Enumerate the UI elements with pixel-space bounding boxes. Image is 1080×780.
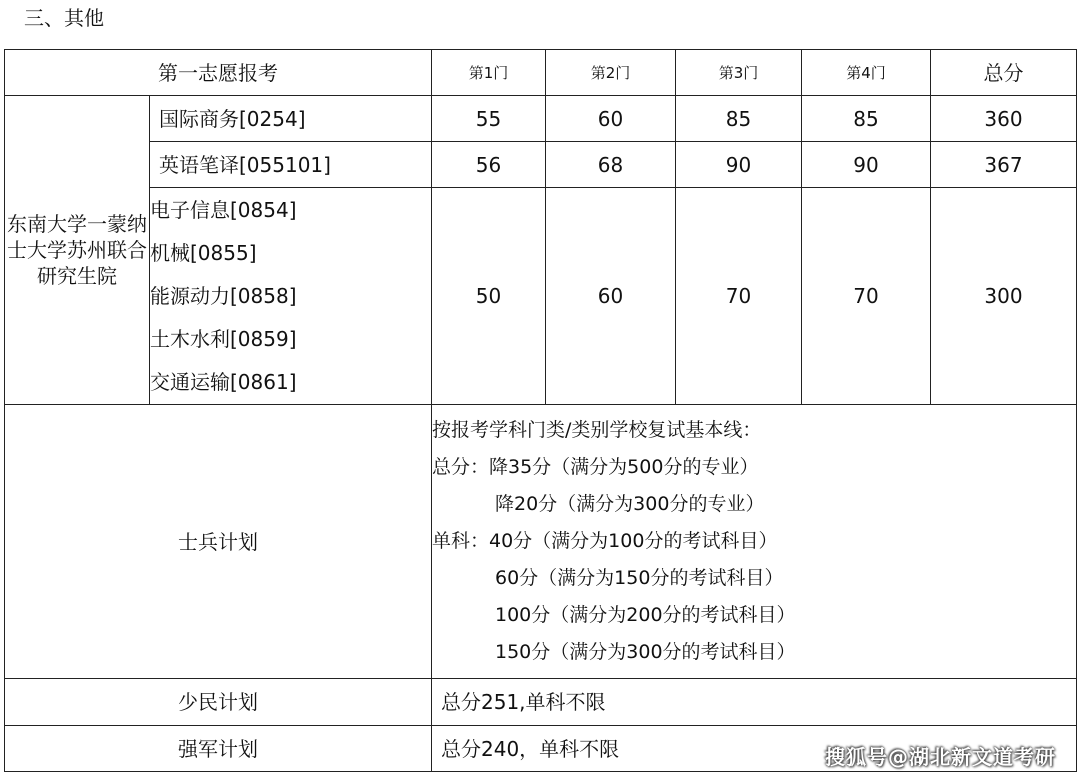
header-subject-3: 第3门 (676, 50, 802, 96)
score-subject-3: 70 (676, 188, 802, 405)
minority-plan-text: 总分251,单科不限 (432, 679, 1077, 726)
score-subject-3: 90 (676, 142, 802, 188)
header-subject-1: 第1门 (432, 50, 546, 96)
rule-line: 总分：降35分（满分为500分的专业） (432, 456, 759, 478)
rule-line: 60分（满分为150分的考试科目） (495, 567, 784, 589)
soldier-plan-rules (432, 405, 1077, 679)
rule-line: 150分（满分为300分的考试科目） (495, 641, 796, 663)
table-header-row (5, 50, 1077, 96)
soldier-plan-row (5, 405, 1077, 679)
score-subject-4: 70 (802, 188, 931, 405)
major-name: 能源动力[0858] (150, 283, 297, 308)
table-row-group (5, 188, 1077, 405)
header-total: 总分 (931, 50, 1077, 96)
rule-line: 100分（满分为200分的考试科目） (495, 604, 796, 626)
section-heading: 三、其他 (24, 6, 104, 30)
army-plan-text: 总分240，单科不限 (432, 726, 1077, 772)
major-name: 电子信息[0854] (150, 197, 297, 222)
header-subject-4: 第4门 (802, 50, 931, 96)
major-name: 机械[0855] (150, 240, 257, 265)
table-row (5, 142, 1077, 188)
score-table (4, 49, 1077, 772)
major-name: 交通运输[0861] (150, 369, 297, 394)
major-name: 土木水利[0859] (150, 326, 297, 351)
minority-plan-row (5, 679, 1077, 726)
watermark: 搜狐号@湖北新文道考研 (825, 745, 1056, 769)
score-total: 360 (931, 96, 1077, 142)
score-total: 300 (931, 188, 1077, 405)
major-name: 英语笔译[055101] (150, 142, 432, 188)
score-subject-2: 60 (546, 188, 676, 405)
score-subject-1: 50 (432, 188, 546, 405)
score-subject-3: 85 (676, 96, 802, 142)
major-group-list (150, 188, 432, 405)
header-first-choice: 第一志愿报考 (5, 50, 432, 96)
minority-plan-label: 少民计划 (5, 679, 432, 726)
score-subject-1: 56 (432, 142, 546, 188)
rule-line: 按报考学科门类/类别学校复试基本线： (432, 419, 762, 441)
score-subject-2: 60 (546, 96, 676, 142)
table-row (5, 96, 1077, 142)
score-subject-4: 90 (802, 142, 931, 188)
school-name: 东南大学一蒙纳士大学苏州联合研究生院 (5, 96, 150, 405)
rule-line: 单科：40分（满分为100分的考试科目） (432, 530, 778, 552)
header-subject-2: 第2门 (546, 50, 676, 96)
rule-line: 降20分（满分为300分的专业） (495, 493, 765, 515)
score-subject-2: 68 (546, 142, 676, 188)
score-subject-4: 85 (802, 96, 931, 142)
army-plan-label: 强军计划 (5, 726, 432, 772)
major-name: 国际商务[0254] (150, 96, 432, 142)
soldier-plan-label: 士兵计划 (5, 405, 432, 679)
score-subject-1: 55 (432, 96, 546, 142)
score-total: 367 (931, 142, 1077, 188)
